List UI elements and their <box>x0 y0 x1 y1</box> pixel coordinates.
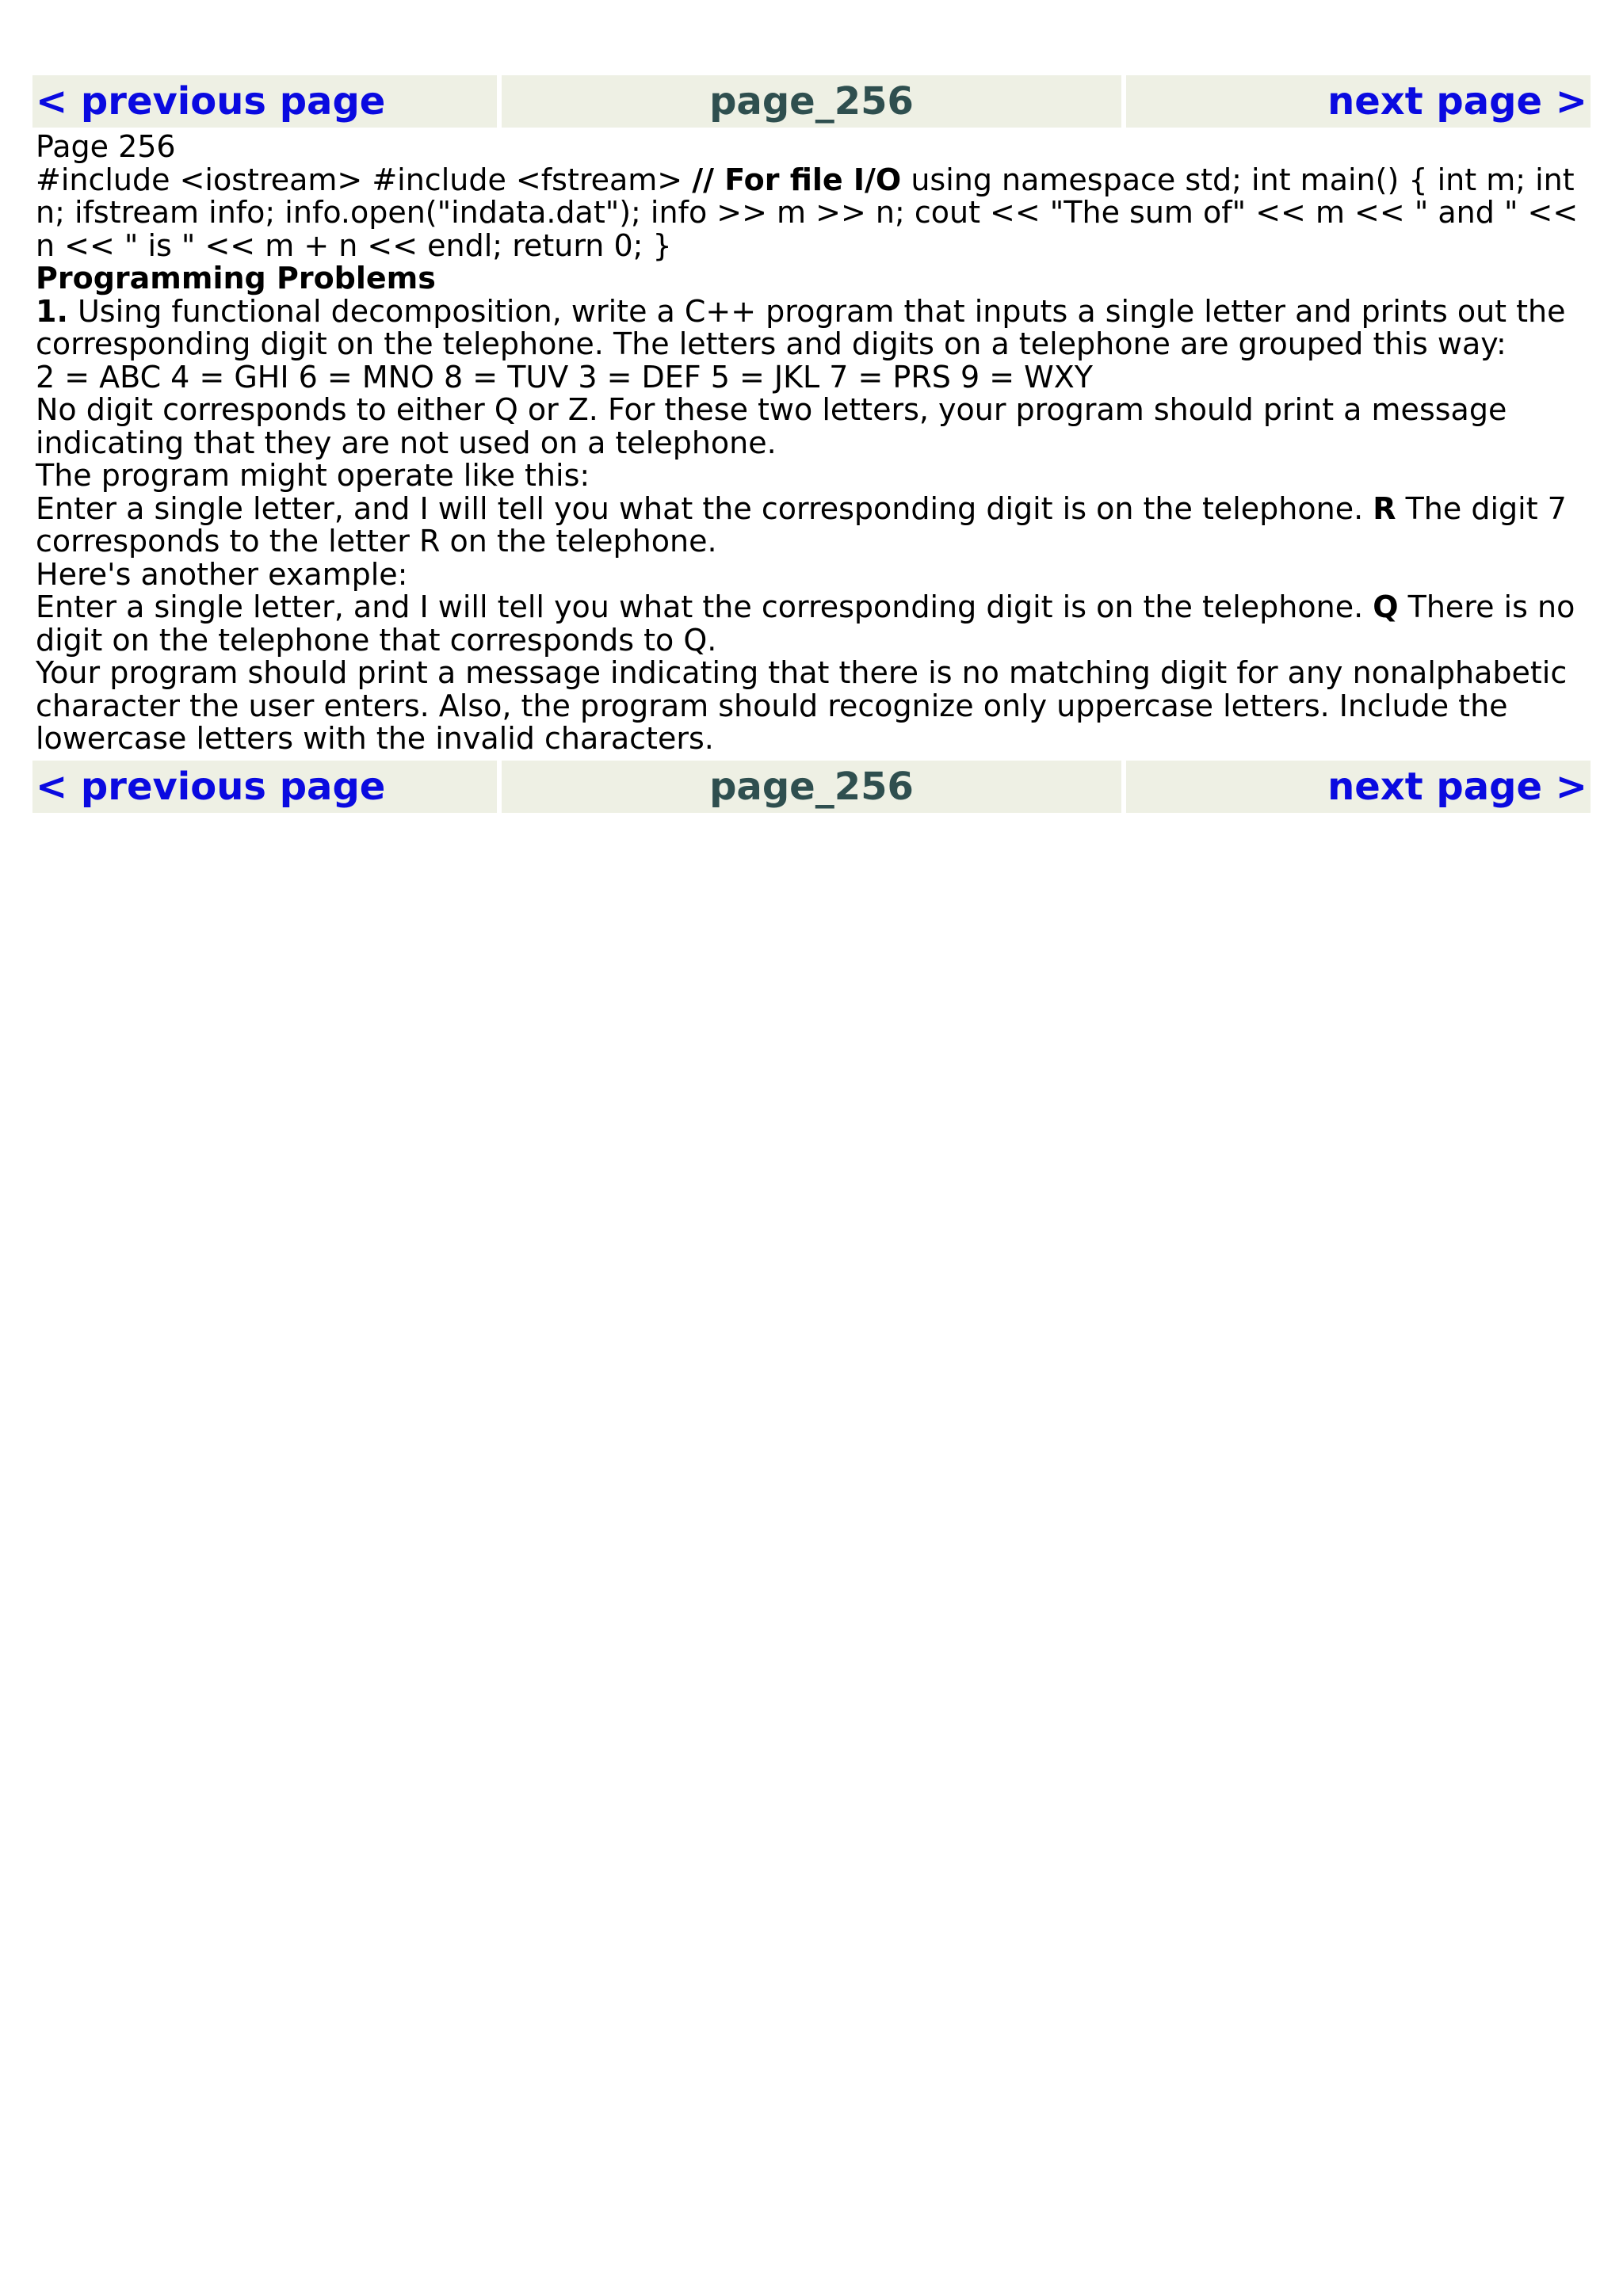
problem-text: Using functional decomposition, write a C++ program that inputs a single letter and prints out the corresponding digit on the telephone. The letters and digits on a telephone are grouped this way: <box>36 293 1566 361</box>
bottom-next-page-link[interactable]: next page > <box>1327 764 1587 809</box>
top-next-cell <box>1126 75 1591 128</box>
example-2 <box>36 591 1587 657</box>
operate-intro: The program might operate like this: <box>36 458 590 493</box>
problem-number: 1. <box>36 293 68 329</box>
final-paragraph: Your program should print a message indicating that there is no matching digit for any nonalphabetic character the user enters. Also, the program should recognize only uppercase letters. Include the lowercase letters with the invalid characters. <box>36 655 1568 756</box>
telephone-groups: 2 = ABC 4 = GHI 6 = MNO 8 = TUV 3 = DEF 5 = JKL 7 = PRS 9 = WXY <box>36 359 1093 395</box>
bottom-previous-page-link[interactable]: < previous page <box>36 764 386 809</box>
example-2-output: There is no digit on the telephone that corresponds to Q. <box>36 589 1575 658</box>
example-1 <box>36 490 1587 559</box>
example-2-input: Q <box>1373 589 1399 624</box>
example-1-input: R <box>1373 490 1396 526</box>
problem-1 <box>36 293 1587 361</box>
bottom-navigation-bar <box>32 761 1591 813</box>
top-next-page-link[interactable]: next page > <box>1327 79 1587 124</box>
bottom-page-title-cell <box>502 761 1121 813</box>
page-wrapper <box>32 75 1591 813</box>
bottom-prev-cell <box>32 761 497 813</box>
example-1-output: The digit 7 corresponds to the letter R on the telephone. <box>36 490 1567 559</box>
code-part-1: #include <iostream> #include <fstream> <box>36 162 693 197</box>
code-sample <box>36 164 1587 263</box>
code-comment: // For file I/O <box>692 162 902 197</box>
another-example-intro: Here's another example: <box>36 556 408 592</box>
top-prev-cell <box>32 75 497 128</box>
example-2-prompt: Enter a single letter, and I will tell you what the corresponding digit is on the telephone. <box>36 589 1373 624</box>
code-part-2: using namespace std; int main() { int m; int n; ifstream info; info.open("indata.dat"); info >> m >> n; cout << "The sum of" << m << " and " << n << " is " << m + n << endl; return 0; } <box>36 162 1579 263</box>
page-content <box>32 131 1591 756</box>
section-heading: Programming Problems <box>36 261 436 296</box>
example-1-prompt: Enter a single letter, and I will tell you what the corresponding digit is on the telephone. <box>36 490 1373 526</box>
page-number-label: Page 256 <box>36 129 176 164</box>
top-page-title-cell <box>502 75 1121 128</box>
top-navigation-bar <box>32 75 1591 128</box>
no-digit-paragraph: No digit corresponds to either Q or Z. For these two letters, your program should print a message indicating that they are not used on a telephone. <box>36 392 1507 460</box>
top-page-title: page_256 <box>709 79 914 124</box>
top-previous-page-link[interactable]: < previous page <box>36 79 386 124</box>
bottom-page-title: page_256 <box>709 764 914 809</box>
bottom-next-cell <box>1126 761 1591 813</box>
